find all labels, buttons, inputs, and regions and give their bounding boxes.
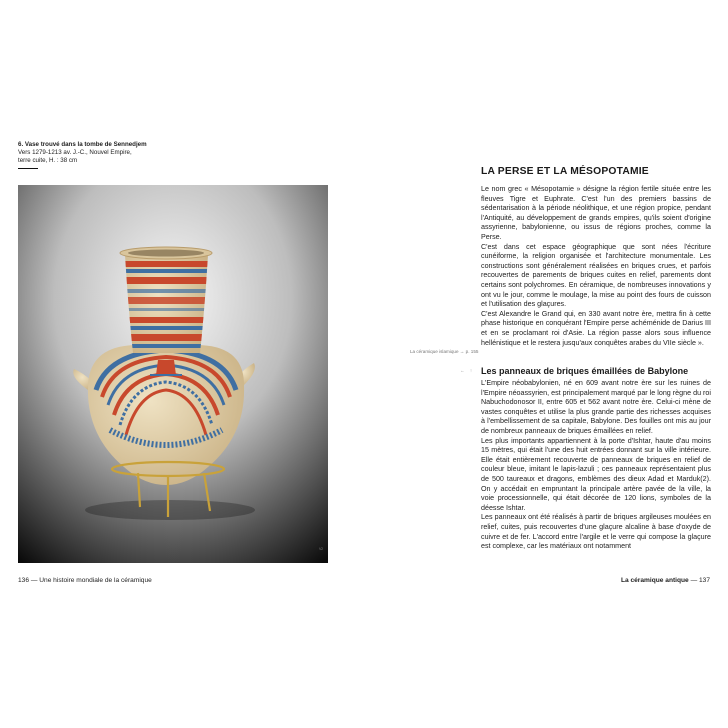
paragraph: Les plus importants appartiennent à la porte d'Ishtar, haute d'au moins 15 mètres, qui était l'une des huit entrées donnant sur la ville intérieure. Elle était entièrement recouverte de panneaux de briques en relief de couleur bleue, imitant le lapis-lazuli ; ces panneaux représentaient plus de 500 taureaux et dragons, emblèmes des dieux Adad et Marduk(2). On y accédait en empruntant la principale artère pavée de la ville, la voie processionnelle, qui était décorée de 120 lions, symboles de la déesse Ishtar.	[481, 436, 711, 512]
footer-chapter: La céramique antique	[620, 577, 689, 584]
paragraph: C'est Alexandre le Grand qui, en 330 avant notre ère, mettra fin à cette phase historique en conquérant l'Empire perse achéménide de Darius III et en se proclamant roi d'Asie. La région passe alors sous influence hellénistique et le restera jusqu'aux conquêtes arabes du VIIe siècle ».	[481, 309, 711, 347]
paragraph: L'Empire néobabylonien, né en 609 avant notre ère sur les ruines de l'Empire néoassyrien, est principalement marqué par le long règne du roi Nabuchodonosor II, entre 605 et 562 avant notre ère. Celui-ci mène de vastes conquêtes et utilise la plus grande partie des richesses acquises à l'embellissement de sa capitale, Babylone. Des fouilles ont mis au jour de nombreux panneaux de briques émaillées en relief.	[481, 379, 711, 435]
cross-reference: La céramique islamique → p. 155	[410, 349, 479, 354]
paragraph: C'est dans cet espace géographique que sont nées l'écriture cunéiforme, la religion organisée et l'architecture monumentale. Les constructions sont généralement réalisées en briques crues, et parfois recouvertes de parements de briques cuites en relief, parements dont certains sont polychromes. En céramique, de nombreuses innovations y ont vu le jour, comme le moulage, la mise au point des fours de cuisson et l'utilisation des glaçures.	[481, 242, 711, 309]
caption-rule	[18, 168, 38, 169]
section-title: LA PERSE ET LA MÉSOPOTAMIE	[481, 166, 649, 177]
footer-right	[580, 577, 710, 584]
paragraph: Le nom grec « Mésopotamie » désigne la région fertile située entre les fleuves Tigre et Euphrate. C'est l'un des premiers bassins de sédentarisation à la période néolithique, et une région propice, pendant l'Antiquité, au développement de grands empires, qu'ils soient d'origine assyrienne, babylonienne, ou issus de régions proches, comme la Perse.	[481, 185, 711, 241]
figure-number: 6	[319, 547, 325, 550]
footer-left: 136 — Une histoire mondiale de la céramique	[18, 577, 152, 584]
caption-title: 6. Vase trouvé dans la tombe de Sennedjem	[18, 141, 147, 148]
figure-caption	[18, 141, 168, 165]
paragraph: Les panneaux ont été réalisés à partir de briques argileuses moulées en relief, cuites, puis recouvertes d'une glaçure alcaline à base d'oxyde de cuivre et de fer. L'accord entre l'argile et le verre qui compose la glaçure est complexe, car les matériaux ont notamment	[481, 513, 711, 551]
margin-marks: ← ↑	[460, 368, 475, 373]
caption-date: Vers 1279-1213 av. J.-C., Nouvel Empire,	[18, 149, 132, 156]
vase-photo	[18, 185, 328, 563]
footer-page-number: — 137	[688, 577, 710, 584]
caption-material: terre cuite, H. : 38 cm	[18, 157, 78, 164]
section-body	[481, 185, 711, 348]
subsection-body	[481, 379, 711, 552]
subsection-title: Les panneaux de briques émaillées de Babylone	[481, 366, 689, 376]
